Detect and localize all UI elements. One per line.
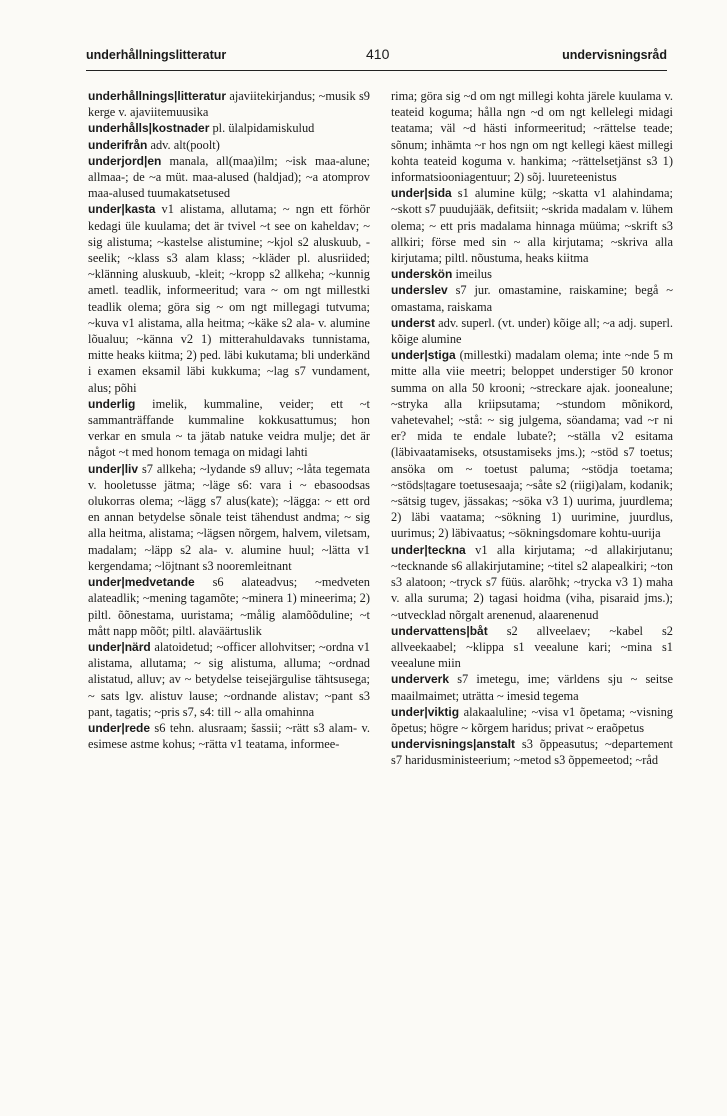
entry-headword: underskön <box>391 267 453 282</box>
entry-definition: alakaaluline; ~visa v1 õpetama; ~visning õpetus; högre ~ kõrgem haridus; privat ~ eraõpetus <box>391 704 673 735</box>
dictionary-entry <box>88 120 370 136</box>
entry-definition: adv. alt(poolt) <box>147 137 220 152</box>
entry-headword: under|teckna <box>391 542 466 557</box>
dictionary-entry <box>88 201 370 395</box>
header-rule <box>86 70 667 71</box>
entry-headword: under|liv <box>88 461 139 476</box>
entry-definition: v1 alistama, allutama; ~ ngn ett förhör kedagi üle kuulama; det är tvivel ~t see on kaheldav; ~ sig alistuma; ~kastelse alistumine; ~kjol s2 aluskuub, -seelik; ~klass s3 alam klass; ~kläder pl. alusriided; ~klänning aluskuub, -kleit; ~kropp s2 allkeha; ~kunnig ametl. teadlik, informeeritud; vara ~ om ngt millestki teadlik olema; göra sig ~ om ngt millegagi tutvuma; ~kuva v1 alistama, alla heitma; ~käke s2 ala- v. alumine lõualuu; ~känna v2 1) mitterahuldavaks tunnistama, mitte heaks kiitma; 2) ped. läbi kukutama; bli underkänd i examen eksamil läbi kukkuma; ~lag s7 vundament, alus; põhi <box>88 202 370 395</box>
dictionary-entry <box>88 137 370 153</box>
entry-headword: under|stiga <box>391 348 456 363</box>
dictionary-entry <box>88 639 370 720</box>
entry-headword: undervattens|båt <box>391 623 488 638</box>
dictionary-entry <box>391 347 673 541</box>
entry-definition: s6 alateadvus; ~medveten alateadlik; ~mening tagamõte; ~minera 1) mineerima; 2) piltl. õõnestama, uuristama; ~målig alamõõduline; ~t mått napp mõõt; piltl. alaväärtuslik <box>88 575 370 638</box>
entry-definition: s7 allkeha; ~lydande s9 alluv; ~låta tegemata v. hooletusse jätma; ~läge s6: vara i ~ ebasoodsas olukorras olema; ~lägg s7 alus(kate); ~lägga: ~ ett ord en annan betydelse sõnale teist tähendust andma; ~ sig alla heitma, alistama; ~lägsen nõrgem, halvem, viletsam, madalam; ~läpp s2 ala- v. alumine huul; ~lätta v1 kergendama; ~löjtnant s3 nooremleitnant <box>88 461 370 573</box>
entry-definition: rima; göra sig ~d om ngt millegi kohta järele kuulama v. teateid koguma; hålla ngn ~d om ngt kellelegi midagi teatama; väl ~d hästi informeeritud; ~rättelse teade; sõnum; inhämta ~r hos ngn om ngt kellegi käest millegi kohta teateid koguma v. hankima; ~rättelsetjänst s3 1) informatsiooniagentuur; 2) sõj. luureteenistus <box>391 89 673 185</box>
header-last-headword: undervisningsråd <box>562 48 667 62</box>
dictionary-entry <box>88 153 370 202</box>
left-column <box>88 88 370 752</box>
page-number: 410 <box>366 46 390 62</box>
dictionary-entry <box>391 88 673 185</box>
entry-headword: underslev <box>391 283 448 298</box>
entry-headword: under|medvetande <box>88 575 195 590</box>
dictionary-entry <box>391 542 673 623</box>
entry-definition: v1 alla kirjutama; ~d allakirjutanu; ~tecknande s6 allakirjutamine; ~titel s2 alapealkiri; ~ton s3 alatoon; ~tryck s7 füüs. alarõhk; ~trycka v3 1) maha v. alla suruma; 2) tagasi hoidma (viha, pisaraid jms.); ~utvecklad nõrgalt arenenud, alaarenenud <box>391 542 673 622</box>
entry-definition: s3 õppeasutus; ~departement s7 haridusministeerium; ~metod s3 õppemeetod; ~råd <box>391 737 673 768</box>
entry-definition: s2 allveelaev; ~kabel s2 allveekaabel; ~klippa s1 veealune kari; ~mina s1 veealune miin <box>391 623 673 671</box>
entry-headword: under|närd <box>88 639 151 654</box>
entry-definition: manala, all(maa)ilm; ~isk maa-alune; allmaa-; de ~a müt. maa-alused (haldjad); ~a atomprov maa-alused tuumakatsetused <box>88 153 370 201</box>
dictionary-entry <box>391 671 673 703</box>
dictionary-entry <box>391 185 673 266</box>
entry-headword: under|sida <box>391 186 452 201</box>
entry-definition: imelik, kummaline, veider; ett ~t sammanträffande kummaline kokkusattumus; hon verkar en smula ~ ta jätab natuke veidra mulje; det är något ~t med honom temaga on midagi lahti <box>88 396 370 460</box>
dictionary-entry <box>391 736 673 768</box>
entry-headword: under|viktig <box>391 704 460 719</box>
entry-headword: underst <box>391 315 436 330</box>
entry-definition: s1 alumine külg; ~skatta v1 alahindama; ~skott s7 puudujääk, defitsiit; ~skrida madalam v. lühem olema; ~ ett pris madalama hinnaga müüma; ~skrift s3 allkiri; förse med sin ~ alla kirjutama; ~skriva alla kirjutama; piltl. nõustuma, heaks kiitma <box>391 186 673 266</box>
entry-headword: undervisnings|anstalt <box>391 737 516 752</box>
dictionary-entry <box>88 396 370 461</box>
entry-definition: alatoidetud; ~officer allohvitser; ~ordna v1 alistama, allutama; ~ sig alistuma, alluma; ~ordnad alistatud, alluv; av ~ betydelse teisejärgulise tähtsusega; ~ sats lgv. alistuv lause; ~ordnande alistav; ~pant s3 pant, tagatis; ~pris s7, s4: till ~ alla omahinna <box>88 639 370 719</box>
entry-headword: underjord|en <box>88 153 162 168</box>
dictionary-entry <box>391 315 673 347</box>
header-first-headword: underhållningslitteratur <box>86 48 227 62</box>
page-header <box>86 44 667 66</box>
dictionary-entry <box>391 266 673 282</box>
entry-definition: imeilus <box>452 267 492 282</box>
dictionary-entry <box>88 720 370 752</box>
entry-definition: s7 jur. omastamine, raiskamine; begå ~ omastama, raiskama <box>391 283 673 314</box>
dictionary-entry <box>88 461 370 574</box>
entry-headword: underhålls|kostnader <box>88 121 210 136</box>
entry-headword: underifrån <box>88 137 148 152</box>
entry-headword: under|kasta <box>88 202 156 217</box>
entry-definition: (millestki) madalam olema; inte ~nde 5 m mitte alla viie meetri; beloppet understiger 50 kronor summa on alla 50 krooni; ~streckare ajak. joonealune; ~stryka alla kriipsutama; ~stundom mõnikord, vahetevahel; ~stå: ~ sig julgema, söandama; vad ~r ni er? mida te endale lubate?; ~ställa v2 esitama (läbivaatamiseks, otsustamiseks jms.); ~stöd s7 toetus; ansöka om ~ toetust paluma; ~stödja toetama; ~stöds|tagare toetusesaaja; ~såte s2 (riigi)alam, kodanik; ~sätsig tugev, jässakas; ~söka v3 1) uurima, juurdlema; 2) läbi vaatama; ~sökning 1) uurimine, juurdlus, uurimus; 2) läbivaatus; ~sökningsdomare kohtu-uurija <box>391 348 673 541</box>
entry-headword: underverk <box>391 672 450 687</box>
dictionary-entry <box>391 623 673 672</box>
entry-headword: underlig <box>88 396 136 411</box>
entry-headword: underhållnings|litteratur <box>88 89 227 103</box>
entry-definition: s7 imetegu, ime; världens sju ~ seitse maailmaimet; uträtta ~ imesid tegema <box>391 672 673 703</box>
entry-definition: s6 tehn. alusraam; šassii; ~rätt s3 alam- v. esimese astme kohus; ~rätta v1 teatama, informee- <box>88 720 370 752</box>
dictionary-entry <box>88 88 370 120</box>
right-column <box>391 88 673 769</box>
entry-definition: adv. superl. (vt. under) kõige all; ~a adj. superl. kõige alumine <box>391 315 673 347</box>
dictionary-entry <box>88 574 370 639</box>
dictionary-entry <box>391 282 673 314</box>
entry-headword: under|rede <box>88 720 151 735</box>
entry-definition: ajaviitekirjandus; ~musik s9 kerge v. ajaviitemuusika <box>88 89 370 120</box>
dictionary-entry <box>391 704 673 736</box>
entry-definition: pl. ülalpidamiskulud <box>209 121 315 136</box>
